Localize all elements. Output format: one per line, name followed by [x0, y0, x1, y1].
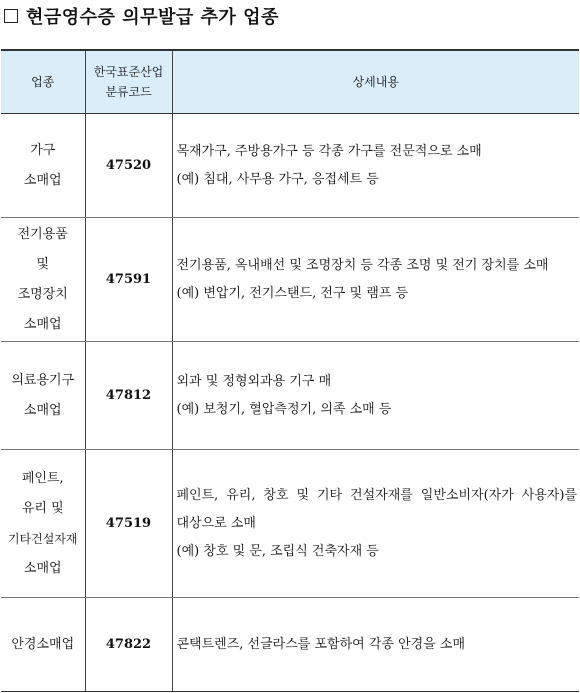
industry-cell — [1, 342, 85, 450]
header-code-line1: 한국표준산업 — [93, 65, 164, 79]
details-text: 목재가구, 주방용가구 등 각종 가구를 전문적으로 소매 — [176, 143, 482, 159]
industry-line: 소매업 — [23, 402, 62, 418]
industry-line: 전기용품 — [17, 226, 68, 242]
title-text: 현금영수증 의무발급 추가 업종 — [26, 7, 279, 28]
details-cell — [172, 450, 579, 598]
header-code — [85, 50, 172, 114]
industry-line: 페인트, — [21, 470, 64, 486]
page-title — [4, 2, 279, 30]
industry-cell — [1, 218, 85, 342]
details-text: 페인트, 유리, 창호 및 기타 건설자재를 일반소비자(자가 사용자)를 대상으로 소매 — [176, 487, 577, 531]
industry-cell — [1, 598, 85, 692]
code-cell: 47591 — [85, 218, 172, 342]
details-text: 외과 및 정형외과용 기구 매 — [176, 373, 332, 389]
details-example: (예) 창호 및 문, 조립식 건축자재 등 — [176, 543, 379, 559]
industry-line: 소매업 — [23, 560, 62, 576]
details-text: 콘택트렌즈, 선글라스를 포함하여 각종 안경을 소매 — [176, 636, 466, 652]
industry-cell — [1, 114, 85, 218]
industry-line: 및 — [36, 256, 50, 272]
code-cell: 47519 — [85, 450, 172, 598]
checkbox-icon — [4, 9, 18, 23]
details-example: (예) 변압기, 전기스탠드, 전구 및 램프 등 — [176, 285, 409, 301]
industry-line: 소매업 — [23, 316, 62, 332]
industry-line: 조명장치 — [17, 286, 68, 302]
table-row — [1, 450, 579, 598]
industry-line: 기타건설자재 — [7, 531, 78, 546]
industry-line: 의료용기구 — [11, 372, 75, 388]
header-details: 상세내용 — [172, 50, 579, 114]
table-row — [1, 218, 579, 342]
header-industry: 업종 — [1, 50, 85, 114]
details-text: 전기용품, 옥내배선 및 조명장치 등 각종 조명 및 전기 장치를 소매 — [176, 257, 549, 273]
header-code-line2: 분류코드 — [105, 85, 152, 99]
industry-table — [1, 49, 579, 692]
industry-line: 안경소매업 — [11, 636, 75, 652]
table-row — [1, 342, 579, 450]
code-cell: 47520 — [85, 114, 172, 218]
code-cell: 47812 — [85, 342, 172, 450]
details-cell — [172, 598, 579, 692]
details-example: (예) 보청기, 혈압측정기, 의족 소매 등 — [176, 401, 392, 417]
table-header-row — [1, 50, 579, 114]
details-example: (예) 침대, 사무용 가구, 응접세트 등 — [176, 171, 379, 187]
details-cell — [172, 342, 579, 450]
industry-line: 가구 — [30, 142, 56, 158]
details-cell — [172, 114, 579, 218]
industry-cell — [1, 450, 85, 598]
table-row — [1, 114, 579, 218]
table-row — [1, 598, 579, 692]
industry-line: 소매업 — [23, 172, 62, 188]
code-cell: 47822 — [85, 598, 172, 692]
details-cell — [172, 218, 579, 342]
industry-line: 유리 및 — [21, 500, 64, 516]
